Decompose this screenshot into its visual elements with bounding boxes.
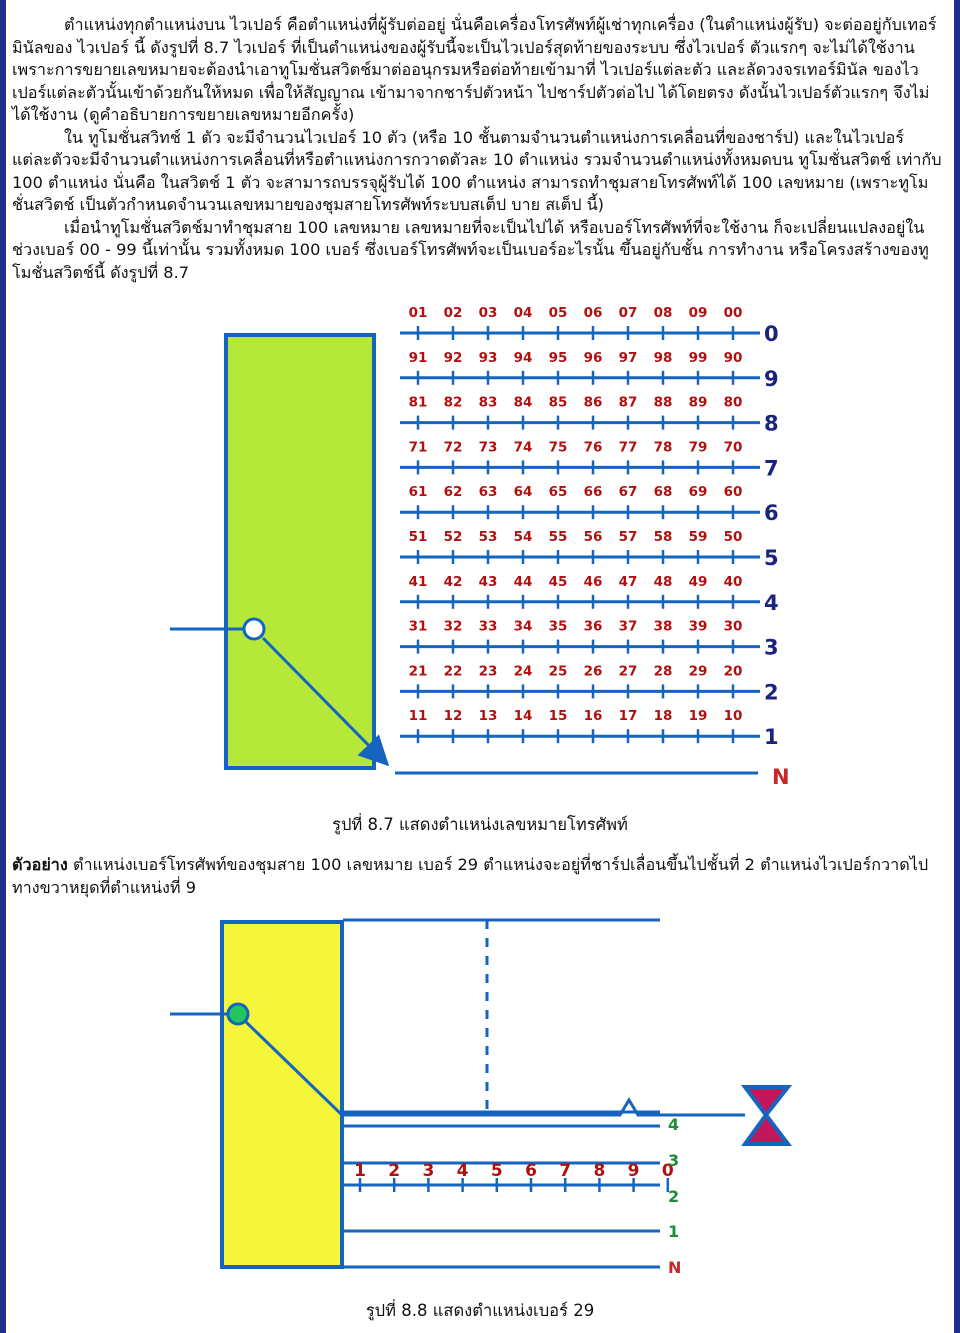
contact-number: 44 — [513, 573, 533, 590]
contact-number: 16 — [583, 708, 603, 725]
contact-number: 50 — [723, 529, 743, 545]
contact-number: 92 — [443, 349, 463, 366]
contact-number: 9 — [627, 1161, 640, 1181]
example-label: ตัวอย่าง — [12, 855, 68, 874]
contact-number: 07 — [618, 305, 638, 321]
contact-number: 37 — [618, 618, 638, 635]
contact-number: 31 — [408, 618, 428, 635]
contact-number: 10 — [723, 708, 743, 725]
figure-8-8-diagram — [0, 900, 960, 1295]
contact-number: 21 — [408, 663, 428, 680]
contact-number: 62 — [443, 484, 463, 501]
level-label: 9 — [764, 366, 779, 391]
contact-number: 41 — [408, 573, 428, 590]
contact-number: 38 — [653, 618, 673, 635]
contact-number: 24 — [513, 663, 533, 680]
contact-number: 04 — [513, 305, 533, 321]
contact-number: 42 — [443, 573, 463, 590]
telephone-top-icon — [745, 1087, 788, 1115]
contact-number: 20 — [723, 663, 743, 680]
contact-number: 05 — [548, 305, 568, 321]
contact-number: 13 — [478, 708, 498, 725]
contact-number: 73 — [478, 439, 498, 456]
contact-number: 99 — [688, 349, 708, 366]
level-label: 1 — [668, 1222, 680, 1241]
contact-number: 94 — [513, 349, 533, 366]
contact-number: 02 — [443, 305, 463, 321]
figure-8-7-caption: รูปที่ 8.7 แสดงตำแหน่งเลขหมายโทรศัพท์ — [332, 815, 628, 834]
contact-number: 86 — [583, 394, 603, 411]
level-label: 8 — [764, 411, 779, 436]
wiper-pivot — [244, 619, 264, 639]
contact-number: 96 — [583, 349, 603, 366]
contact-number: 08 — [653, 305, 673, 321]
contact-number: 0 — [661, 1161, 674, 1181]
contact-number: 87 — [618, 394, 638, 411]
contact-number: 71 — [408, 439, 428, 456]
level-label: 3 — [764, 635, 779, 660]
contact-number: 49 — [688, 573, 708, 590]
figure-8-8-caption: รูปที่ 8.8 แสดงตำแหน่งเบอร์ 29 — [365, 1301, 595, 1320]
contact-number: 52 — [443, 529, 463, 545]
contact-number: 47 — [618, 573, 638, 590]
contact-number: 00 — [723, 305, 743, 321]
contact-number: 48 — [653, 573, 673, 590]
contact-number: 75 — [548, 439, 568, 456]
contact-number: 22 — [443, 663, 463, 680]
contact-number: 5 — [490, 1161, 503, 1181]
contact-number: 77 — [618, 439, 638, 456]
contact-number: 68 — [653, 484, 673, 501]
level-label: 6 — [764, 501, 779, 526]
contact-number: 36 — [583, 618, 603, 635]
contact-number: 35 — [548, 618, 568, 635]
contact-number: 18 — [653, 708, 673, 725]
telephone-bottom-icon — [745, 1115, 788, 1144]
contact-number: 01 — [408, 305, 428, 321]
contact-number: 39 — [688, 618, 708, 635]
contact-number: 29 — [688, 663, 708, 680]
switch-bank-box — [222, 922, 342, 1267]
contact-number: 54 — [513, 529, 533, 545]
contact-number: 4 — [456, 1161, 469, 1181]
contact-number: 32 — [443, 618, 463, 635]
contact-number: 1 — [354, 1161, 366, 1181]
contact-number: 88 — [653, 394, 673, 411]
contact-number: 2 — [388, 1161, 401, 1181]
contact-number: 67 — [618, 484, 638, 501]
contact-number: 89 — [688, 394, 708, 411]
contact-number: 53 — [478, 529, 498, 545]
contact-number: 65 — [548, 484, 568, 501]
contact-number: 80 — [723, 394, 743, 411]
contact-number: 33 — [478, 618, 498, 635]
contact-number: 63 — [478, 484, 498, 501]
contact-number: 93 — [478, 349, 498, 366]
intro-text — [12, 14, 942, 284]
wiper-pivot — [228, 1004, 248, 1024]
contact-number: 56 — [583, 529, 603, 545]
intro-paragraph-3: เมื่อนำทูโมชั่นสวิตช์มาทำชุมสาย 100 เลขหมาย เลขหมายที่จะเป็นไปได้ หรือเบอร์โทรศัพท์ที่จะใช้งาน ก็จะเปลี่ยนแปลงอยู่ในช่วงเบอร์ 00 - 99 นี้เท่านั้น รวมทั้งหมด 100 เบอร์ ซึ่งเบอร์โทรศัพท์จะเป็นเบอร์อะไรนั้น ขึ้นอยู่กับชั้น การทำงาน หรือโครงสร้างของทูโมชั่นสวิตช์นี้ ดังรูปที่ 8.7 — [12, 217, 929, 282]
contact-number: 55 — [548, 529, 568, 545]
contact-number: 57 — [618, 529, 638, 545]
contact-number: 74 — [513, 439, 533, 456]
contact-number: 26 — [583, 663, 603, 680]
contact-number: 66 — [583, 484, 603, 501]
contact-number: 81 — [408, 394, 428, 411]
normal-label: N — [772, 765, 790, 789]
contact-number: 28 — [653, 663, 673, 680]
contact-number: 34 — [513, 618, 533, 635]
level-label: 1 — [764, 725, 779, 750]
level-label: 0 — [764, 322, 779, 346]
figure-8-7-diagram — [0, 290, 960, 800]
contact-number: 79 — [688, 439, 708, 456]
contact-number: 27 — [618, 663, 638, 680]
contact-number: 98 — [653, 349, 673, 366]
contact-number: 97 — [618, 349, 638, 366]
contact-number: 61 — [408, 484, 428, 501]
contact-number: 8 — [593, 1161, 606, 1181]
intro-paragraph-1: ตำแหน่งทุกตำแหน่งบน ไวเปอร์ คือตำแหน่งที่ผู้รับต่ออยู่ นั่นคือเครื่องโทรศัพท์ผู้เช่าทุกเครื่อง (ในตำแหน่งผู้รับ) จะต่ออยู่กับเทอร์มินัลของ ไวเปอร์ นี้ ดังรูปที่ 8.7 ไวเปอร์ ที่เป็นตำแหน่งของผู้รับนี้จะเป็นไวเปอร์สุดท้ายของระบบ ซึ่งไวเปอร์ ตัวแรกๆ จะไม่ได้ใช้งาน เพราะการขยายเลขหมายจะต้องนำเอาทูโมชั่นสวิตช์มาต่ออนุกรมหรือต่อท้ายเข้ามาที่ ไวเปอร์แต่ละตัว และลัดวงจรเทอร์มินัล ของไวเปอร์แต่ละตัวนั้นเข้าด้วยกันให้หมด เพื่อให้สัญญาณ เข้ามาจากชาร์ปตัวหน้า ไปชาร์ปตัวต่อไป ได้โดยตรง ดังนั้นไวเปอร์ตัวแรกๆ จึงไม่ได้ใช้งาน (ดูคำอธิบายการขยายเลขหมายอีกครั้ง) — [12, 15, 937, 124]
contact-number: 60 — [723, 484, 743, 501]
contact-number: 82 — [443, 394, 463, 411]
contact-number: 51 — [408, 529, 428, 545]
level-label: 5 — [764, 546, 779, 570]
contact-number: 45 — [548, 573, 568, 590]
contact-number: 72 — [443, 439, 463, 456]
contact-number: 85 — [548, 394, 568, 411]
contact-number: 25 — [548, 663, 568, 680]
contact-number: 30 — [723, 618, 743, 635]
example-body: ตำแหน่งเบอร์โทรศัพท์ของชุมสาย 100 เลขหมาย เบอร์ 29 ตำแหน่งจะอยู่ที่ชาร์ปเลื่อนขึ้นไปชั้นที่ 2 ตำแหน่งไวเปอร์กวาดไปทางขวาหยุดที่ตำแหน่งที่ 9 — [12, 855, 929, 897]
contact-number: 11 — [408, 708, 428, 725]
contact-number: 23 — [478, 663, 498, 680]
level-label: 2 — [668, 1187, 680, 1206]
example-text — [12, 854, 942, 899]
contact-number: 12 — [443, 708, 463, 725]
level-label: 2 — [764, 680, 779, 705]
contact-number: 03 — [478, 305, 498, 321]
contact-number: 84 — [513, 394, 533, 411]
contact-number: 95 — [548, 349, 568, 366]
contact-number: 17 — [618, 708, 638, 725]
contact-number: 83 — [478, 394, 498, 411]
contact-number: 70 — [723, 439, 743, 456]
level-label: 4 — [668, 1115, 680, 1134]
contact-number: 6 — [525, 1161, 537, 1181]
contact-number: 91 — [408, 349, 428, 366]
contact-number: 15 — [548, 708, 568, 725]
level-label: 4 — [764, 590, 779, 615]
contact-number: 7 — [559, 1161, 572, 1181]
contact-number: 43 — [478, 573, 498, 590]
contact-number: 14 — [513, 708, 533, 725]
contact-number: 90 — [723, 349, 743, 366]
contact-number: 46 — [583, 573, 603, 590]
contact-number: 64 — [513, 484, 533, 501]
switch-bank-box — [226, 335, 374, 768]
level-label: 7 — [764, 456, 779, 481]
contact-number: 59 — [688, 529, 708, 545]
contact-number: 58 — [653, 529, 673, 545]
level-label: N — [668, 1258, 682, 1277]
intro-paragraph-2: ใน ทูโมชั่นสวิทช์ 1 ตัว จะมีจำนวนไวเปอร์ 10 ตัว (หรือ 10 ชั้นตามจำนวนตำแหน่งการเคลื่อนที่ของชาร์ป) และในไวเปอร์ แต่ละตัวจะมีจำนวนตำแหน่งการเคลื่อนที่หรือตำแหน่งการกวาดตัวละ 10 ตำแหน่ง รวมจำนวนตำแหน่งทั้งหมดบน ทูโมชั่นสวิตช์ เท่ากับ 100 ตำแหน่ง นั่นคือ ในสวิตช์ 1 ตัว จะสามารถบรรจุผู้รับได้ 100 ตำแหน่ง สามารถทำชุมสายโทรศัพท์ได้ 100 เลขหมาย (เพราะทูโมชั่นสวิตช์ เป็นตัวกำหนดจำนวนเลขหมายของชุมสายโทรศัพท์ระบบสเต็ป บาย สเต็ป นี้) — [12, 127, 942, 214]
contact-number: 40 — [723, 573, 743, 590]
contact-number: 3 — [422, 1161, 435, 1181]
contact-number: 09 — [688, 305, 708, 321]
level-label: 3 — [668, 1151, 680, 1170]
contact-number: 78 — [653, 439, 673, 456]
contact-number: 69 — [688, 484, 708, 501]
contact-number: 76 — [583, 439, 603, 456]
contact-number: 06 — [583, 305, 603, 321]
contact-number: 19 — [688, 708, 708, 725]
